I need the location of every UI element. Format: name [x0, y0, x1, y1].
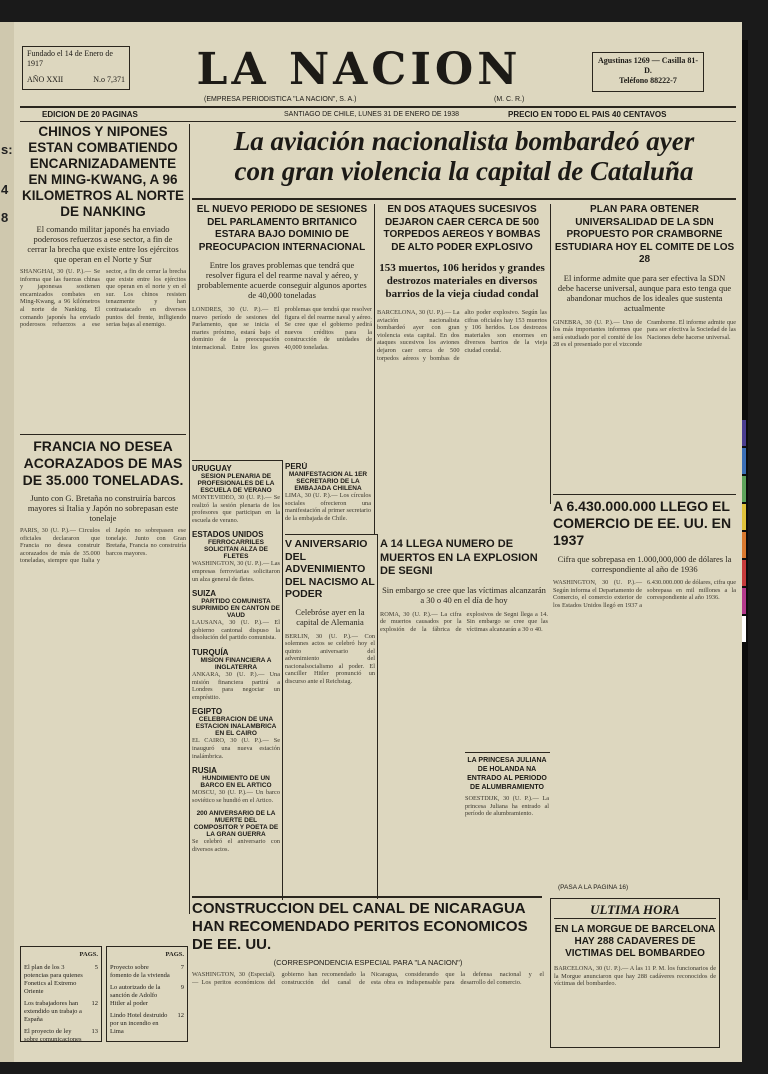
- initials: (M. C. R.): [494, 96, 525, 103]
- parliament-headline: EL NUEVO PERIODO DE SESIONES DEL PARLAMENTO BRITANICO ESTARA BAJO DOMINIO DE PREOCUPACION INTERNACIONAL: [196, 204, 368, 253]
- france-story: [20, 438, 186, 938]
- commerce-story: [553, 498, 736, 878]
- sdn-body: GINEBRA, 30 (U. P.).— Uno de los más importantes informes que será estudiado por el comité de los 28 es el presentado por el vizconde Cramborne. El informe admite que para ser efectiva la Sociedad de las Naciones debe hacerse universal.: [553, 318, 736, 349]
- brief-body: EL CAIRO, 30 (U. P.).— Se inauguró una nueva estación inalámbrica.: [192, 737, 280, 760]
- summary-item-page: 13: [91, 1028, 98, 1035]
- summary-item-page: 12: [91, 1000, 98, 1007]
- banner: [192, 126, 736, 198]
- news-briefs-2: [285, 462, 371, 532]
- brief-headline: HUNDIMIENTO DE UN BARCO EN EL ARTICO: [200, 775, 272, 790]
- separator: [285, 534, 377, 535]
- summary-item: [24, 1028, 98, 1044]
- brief-item: [192, 648, 280, 701]
- dateline: SANTIAGO DE CHILE, LUNES 31 DE ENERO DE 1938: [284, 111, 460, 118]
- brief-body: Se celebró el aniversario con diversos actos.: [192, 838, 280, 853]
- summary-title: PAGS.: [165, 951, 184, 958]
- commerce-body: WASHINGTON, 30 (U. P.).— Según informa el Departamento de Comercio, el comercio exterior de los Estados Unidos llegó en 1937 a 6.430.000.000 de dólares, cifra que sobrepasa en mil millones a la correspondiente al año 1936.: [553, 579, 736, 609]
- nicaragua-story: [192, 900, 544, 1050]
- summary-item-text: El proyecto de ley sobre comunicaciones: [24, 1028, 82, 1043]
- founded-box: [22, 46, 130, 90]
- nazi-headline: V ANIVERSARIO DEL ADVENIMIENTO DEL NACISMO AL PODER: [285, 538, 375, 600]
- summary-item-text: Lo autorizado de la sanción de Adolfo Hitler al poder: [110, 984, 161, 1007]
- summary-item-text: Los trabajadores han extendido un trabajo a España: [24, 1000, 82, 1023]
- nazi-subhead: Celebróse ayer en la capital de Alemania: [295, 606, 365, 627]
- masthead-title: LA NACION: [196, 44, 522, 95]
- france-subhead: Junto con G. Bretaña no construiría barcos mayores si Italia y Japón no sobrepasan este tonelaje: [27, 493, 179, 523]
- summary-box-left: [20, 946, 102, 1042]
- parliament-story: [192, 204, 372, 454]
- commerce-headline: A 6.430.000.000 LLEGO EL COMERCIO DE EE. UU. EN 1937: [553, 498, 732, 548]
- france-headline: FRANCIA NO DESEA ACORAZADOS DE MAS DE 35.000 TONELADAS.: [22, 438, 184, 488]
- news-briefs: [192, 464, 280, 894]
- bleed-fragment: 4: [1, 182, 9, 197]
- brief-body: MONTEVIDEO, 30 (U. P.).— Se realizó la sesión plenaria de los profesores que participan en la escuela de verano.: [192, 494, 280, 524]
- ultima-hora-body: BARCELONA, 30 (U. P.).— A las 11 P. M. los funcionarios de la Morgue anunciaron que hay 288 cadáveres reconocidos de víctimas del bombardeo.: [554, 965, 716, 988]
- year-text: AÑO XXII: [27, 75, 64, 84]
- separator: [465, 752, 550, 753]
- commerce-subhead: Cifra que sobrepasa en 1.000,000,000 de dólares la correspondiente al año de 1936: [557, 554, 732, 574]
- brief-item: [192, 464, 280, 524]
- continued-note: (PASA A LA PAGINA 16): [558, 884, 629, 891]
- banner-line-1: La aviación nacionalista bombardeó ayer: [233, 126, 695, 156]
- nicaragua-rule: [192, 896, 542, 898]
- brief-headline: MISION FINANCIERA A INGLATERRA: [200, 656, 272, 671]
- brief-item: [192, 530, 280, 583]
- brief-country: EGIPTO: [192, 707, 223, 717]
- founded-text: Fundado el 14 de Enero de 1917: [27, 49, 113, 68]
- lead-body: SHANGHAI, 30 (U. P.).— Se informa que las fuerzas chinas y japonesas sostienen encarnizados combates en Ming-Kwang, a 96 kilómetros al norte de Nanking. El comando japonés ha enviado poderosos refuerzos a ese sector, a fin de cerrar la brecha que existe entre los ejércitos que operan en el norte y en el sur. Los chinos resisten tenazmente y han contraatacado en diversos puntos del frente, infligiendo serias bajas al enemigo.: [20, 268, 186, 329]
- summary-item-page: 7: [180, 964, 184, 971]
- brief-country: RUSIA: [192, 766, 217, 776]
- ultima-hora-label: ULTIMA HORA: [554, 902, 716, 919]
- segni-story: [380, 538, 548, 738]
- brief-country: SUIZA: [192, 589, 216, 599]
- summary-box-right: [106, 946, 188, 1042]
- lead-headline: CHINOS Y NIPONES ESTAN COMBATIENDO ENCARNIZADAMENTE EN MING-KWANG, A 96 KILOMETROS AL NORTE DE NANKING: [22, 124, 184, 219]
- brief-country: ESTADOS UNIDOS: [192, 530, 264, 540]
- banner-line-2: con gran violencia la capital de Cataluña: [234, 156, 694, 186]
- dateline-rule: [20, 121, 736, 122]
- brief-body: LIMA, 30 (U. P.).— Los círculos sociales ofrecieron una manifestación al primer secretario de la embajada de Chile.: [285, 492, 371, 522]
- sdn-headline: PLAN PARA OBTENER UNIVERSALIDAD DE LA SDN PROPUESTO POR CRAMBORNE ESTUDIARA HOY EL COMITE DE LOS 28: [554, 204, 735, 265]
- brief-country: PERÚ: [285, 462, 308, 471]
- brief-item: [192, 589, 280, 642]
- brief-headline: 200 ANIVERSARIO DE LA MUERTE DEL COMPOSITOR Y POETA DE LA GRAN GUERRA: [193, 810, 279, 839]
- segni-subhead: Sin embargo se cree que las víctimas alcanzarán a 30 o 40 en el día de hoy: [382, 584, 546, 605]
- nazi-story: [285, 538, 375, 898]
- nicaragua-body: WASHINGTON, 30 (Especial).— Los peritos económicos del gobierno han recomendado la construcción del canal de Nicaragua, considerando que esta obra es indispensable para la defensa nacional y el desarrollo del comercio.: [192, 971, 544, 986]
- bombing-body: BARCELONA, 30 (U. P.).— La aviación nacionalista bombardeó ayer con gran violencia esta capital. En dos ataques sucesivos los aviones dejaron caer cerca de 500 torpedos aéreos y bombas de alto poder explosivo. Según las cifras oficiales hay 153 muertos y 106 heridos. Los destrozos materiales son enormes en diversos barrios de la vieja ciudad condal.: [377, 309, 547, 362]
- nazi-body: BERLIN, 30 (U. P.).— Con solemnes actos se celebró hoy el quinto aniversario del advenimiento del nacionalsocialismo al poder. El canciller Hitler pronunció un discurso ante el Reichstag.: [285, 632, 375, 686]
- france-body: PARIS, 30 (U. P.).— Circulos oficiales declararon que Francia no desea construir acorazados de más de 35.000 toneladas, siempre que Italia y el Japón no sobrepasen ese tonelaje. Junto con Gran Bretaña, Francia no construiría barcos mayores.: [20, 527, 186, 565]
- newspaper-page: [14, 22, 742, 1062]
- brief-item: [192, 810, 280, 853]
- column-rule: [374, 204, 375, 534]
- brief-body: LAUSANA, 30 (U. P.).— El gobierno cantonal dispuso la disolución del partido comunista.: [192, 619, 280, 642]
- brief-headline: CELEBRACION DE UNA ESTACION INALAMBRICA EN EL CAIRO: [195, 716, 277, 738]
- summary-item-page: 5: [94, 964, 98, 971]
- summary-item-text: Proyecto sobre fomento de la vivienda: [110, 964, 170, 979]
- bombing-headline: EN DOS ATAQUES SUCESIVOS DEJARON CAER CERCA DE 500 TORPEDOS AEREOS Y BOMBAS DE ALTO PODER EXPLOSIVO: [383, 204, 541, 253]
- separator: [553, 494, 736, 495]
- sdn-story: [553, 204, 736, 494]
- summary-item: [24, 1000, 98, 1024]
- lead-story: [20, 124, 186, 424]
- summary-item: [110, 984, 184, 1008]
- address-box: [592, 52, 704, 92]
- brief-country: URUGUAY: [192, 464, 232, 473]
- separator: [192, 460, 282, 461]
- summary-item-page: 9: [180, 984, 184, 991]
- brief-item: [192, 707, 280, 760]
- brief-body: MOSCU, 30 (U. P.).— Un barco soviético se hundió en el Artico.: [192, 789, 280, 804]
- bleed-fragment: s:: [1, 142, 13, 157]
- column-rule: [550, 204, 551, 504]
- summary-item-text: El plan de los 3 potencias para quienes Fonetics al Extremo Oriente: [24, 964, 83, 995]
- summary-item-text: Lindo Hotel destruido por un incendio en Lima: [110, 1012, 168, 1035]
- juliana-body: SOESTDIJK, 30 (U. P.).— La princesa Juliana ha entrado al período de alumbramiento.: [465, 795, 549, 818]
- address-line: Agustinas 1269 — Casilla 81-D.: [597, 56, 698, 75]
- summary-item: [24, 964, 98, 996]
- sdn-subhead: El informe admite que para ser efectiva la SDN debe hacerse universal, aunque para esto tenga que abandonar muchos de los ideales que sustenta actualmente: [557, 272, 732, 313]
- juliana-story: [465, 756, 549, 896]
- price-label: PRECIO EN TODO EL PAIS 40 CENTAVOS: [508, 110, 667, 119]
- brief-headline: FERROCARRILES SOLICITAN ALZA DE FLETES: [203, 539, 269, 561]
- masthead-rule: [20, 106, 736, 108]
- column-rule: [282, 460, 283, 900]
- issue-number: N.o 7,371: [93, 75, 125, 84]
- ultima-hora-headline: EN LA MORGUE DE BARCELONA HAY 288 CADAVERES DE VICTIMAS DEL BOMBARDEO: [554, 924, 716, 959]
- brief-item: [285, 462, 371, 522]
- summary-item-page: 12: [177, 1012, 184, 1019]
- separator: [20, 434, 186, 435]
- brief-headline: MANIFESTACION AL 1ER SECRETARIO DE LA EMBAJADA CHILENA: [288, 471, 368, 492]
- summary-title: PAGS.: [79, 951, 98, 958]
- adjacent-page-edge: [0, 22, 15, 1062]
- parliament-body: LONDRES, 30 (U. P.).— El nuevo período de sesiones del Parlamento, que se inicia el martes próximo, estará bajo el dominio de la preocupación internacional. Entre los graves problemas que tendrá que resolver figura el del rearme naval y aéreo. Se cree que el gobierno pedirá nuevos créditos para la construcción de unidades de 40,000 toneladas.: [192, 306, 372, 351]
- nicaragua-kicker: (CORRESPONDENCIA ESPECIAL PARA "LA NACION"): [273, 958, 463, 967]
- column-rule: [377, 534, 378, 899]
- company-line: (EMPRESA PERIODISTICA "LA NACION", S. A.): [204, 96, 357, 103]
- bleed-fragment: 8: [1, 210, 9, 225]
- brief-body: ANKARA, 30 (U. P.).— Una misión financiera partirá a Londres para negociar un empréstito.: [192, 670, 280, 701]
- summary-item: [110, 964, 184, 980]
- column-rule: [189, 124, 190, 914]
- brief-body: WASHINGTON, 30 (U. P.).— Las empresas ferroviarias solicitaron un alza general de fletes.: [192, 560, 280, 583]
- nicaragua-headline: CONSTRUCCION DEL CANAL DE NICARAGUA HAN RECOMENDADO PERITOS ECONOMICOS DE EE. UU.: [192, 900, 528, 953]
- edition-label: EDICION DE 20 PAGINAS: [42, 110, 138, 119]
- bombing-story: [377, 204, 547, 534]
- segni-headline: A 14 LLEGA NUMERO DE MUERTOS EN LA EXPLOSION DE SEGNI: [380, 538, 538, 577]
- summary-item: [110, 1012, 184, 1036]
- lead-subhead: El comando militar japonés ha enviado poderosos refuerzos a ese sector, a fin de cerrar la brecha que existe entre los ejércitos que operan en el Norte y Sur: [27, 224, 179, 264]
- brief-item: [192, 766, 280, 804]
- brief-headline: PARTIDO COMUNISTA SUPRIMIDO EN CANTON DE VAUD: [192, 598, 280, 620]
- parliament-subhead: Entre los graves problemas que tendrá que resolver figura el del rearme naval y aéreo, y probablemente acuerde conseguir algunos aportes de 40,000 toneladas: [197, 260, 367, 300]
- bombing-subhead: 153 muertos, 106 heridos y grandes destrozos materiales en diversos barrios de la vieja ciudad condal: [379, 262, 545, 300]
- phone-line: Teléfono 88222-7: [619, 76, 677, 85]
- ultima-hora-box: [550, 898, 720, 1048]
- brief-headline: SESION PLENARIA DE PROFESIONALES DE LA ESCUELA DE VERANO: [197, 473, 275, 494]
- juliana-headline: LA PRINCESA JULIANA DE HOLANDA NA ENTRADO AL PERIODO DE ALUMBRAMIENTO: [467, 757, 547, 791]
- brief-country: TURQUÍA: [192, 647, 229, 657]
- segni-body: ROMA, 30 (U. P.).— La cifra de muertos causados por la explosión de la fábrica de explosivos de Segni llega a 14. Sin embargo se cree que las víctimas alcanzarán a 30 o 40.: [380, 610, 548, 633]
- banner-rule: [192, 198, 736, 200]
